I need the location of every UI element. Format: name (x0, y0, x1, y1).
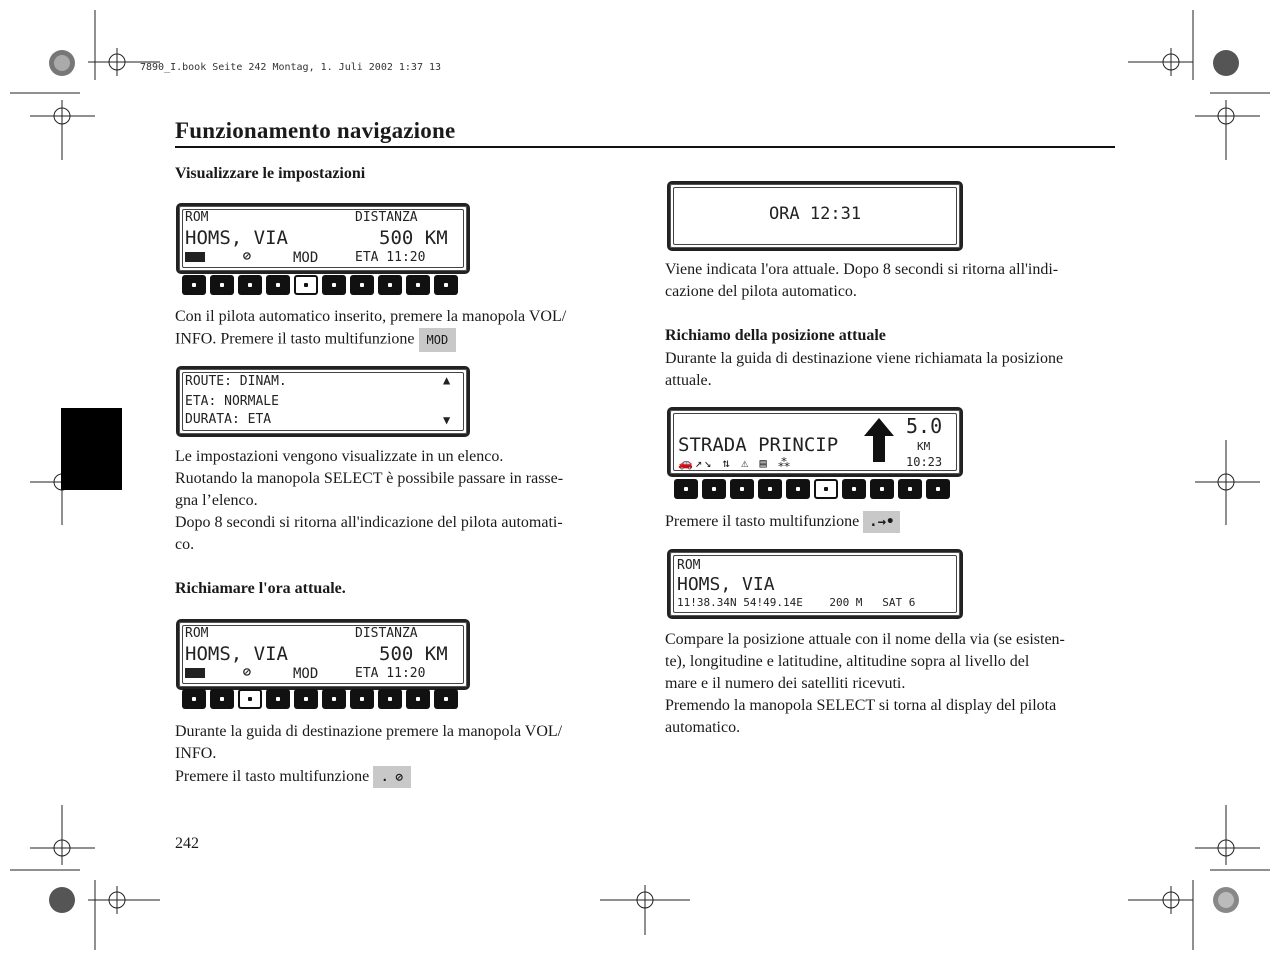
paragraph-with-key (665, 511, 900, 533)
lcd-eta: ETA 11:20 (355, 666, 426, 681)
lcd-mod: MOD (293, 250, 319, 266)
lcd-display-navigation (667, 407, 963, 477)
lcd-line1-left: ROM (185, 626, 209, 641)
paragraph: Con il pilota automatico inserito, premere la manopola VOL/ (175, 308, 567, 325)
clock-text: ORA 12:31 (768, 204, 862, 224)
scroll-down-icon: ▼ (443, 413, 451, 427)
nav-time: 10:23 (906, 455, 943, 469)
section-heading-position: Richiamo della posizione attuale (665, 327, 886, 344)
paragraph: Le impostazioni vengono visualizzate in un elenco. (175, 448, 504, 465)
lcd-line2-right: 500 KM (379, 643, 448, 665)
paragraph: co. (175, 536, 195, 553)
lcd-line3-coordinates: 11!38.34N 54!49.14E 200 M SAT 6 (677, 596, 916, 609)
lcd-display-clock (667, 181, 963, 251)
multifunction-buttons-1 (182, 275, 458, 295)
lcd-display-position (667, 549, 963, 619)
route-icon: ⊘ (243, 665, 251, 680)
paragraph: attuale. (665, 372, 712, 389)
paragraph: INFO. (175, 745, 217, 762)
lcd-line1: ROM (677, 558, 701, 573)
title-rule (175, 146, 1115, 148)
page-number: 242 (175, 835, 199, 852)
page-title: Funzionamento navigazione (175, 118, 456, 143)
lcd-display-autopilot-2 (176, 619, 470, 690)
paragraph: mare e il numero dei satelliti ricevuti. (665, 675, 906, 692)
paragraph: Dopo 8 secondi si ritorna all'indicazione del pilota automati- (175, 514, 563, 531)
paragraph: Durante la guida di destinazione viene richiamata la posizione (665, 350, 1064, 367)
lcd-display-autopilot (176, 203, 470, 274)
paragraph-text: INFO. Premere il tasto multifunzione (175, 330, 415, 348)
mod-key: MOD (419, 328, 457, 352)
street-name: STRADA PRINCIP (678, 434, 839, 456)
paragraph: Compare la posizione attuale con il nome della via (se esisten- (665, 631, 1065, 648)
lcd-badge-icon (185, 668, 205, 678)
section-heading-settings: Visualizzare le impostazioni (175, 165, 366, 182)
lcd-line2-left: HOMS, VIA (185, 227, 288, 249)
paragraph: Viene indicata l'ora attuale. Dopo 8 secondi si ritorna all'indi- (665, 261, 1059, 278)
lcd-line1-right: DISTANZA (355, 626, 418, 641)
lcd-line1-left: ROM (185, 210, 209, 225)
lcd-line1: ROUTE: DINAM. (185, 374, 287, 389)
scroll-up-icon: ▲ (443, 373, 451, 387)
lcd-eta: ETA 11:20 (355, 250, 426, 265)
paragraph-with-key (175, 328, 456, 352)
paragraph-text: Premere il tasto multifunzione (665, 513, 860, 530)
direction-arrow-icon (864, 418, 894, 462)
paragraph-text: Premere il tasto multifunzione (175, 768, 370, 785)
paragraph: te), longitudine e latitudine, altitudine sopra al livello del (665, 653, 1030, 670)
lcd-mod: MOD (293, 666, 319, 682)
paragraph: Ruotando la manopola SELECT è possibile passare in rasse- (175, 470, 564, 487)
multifunction-buttons-3 (674, 479, 950, 499)
clock-key-icon: . ⊘ (373, 766, 411, 788)
paragraph: Premendo la manopola SELECT si torna al display del pilota (665, 697, 1057, 714)
lcd-line2: ETA: NORMALE (185, 394, 279, 409)
route-icon: ⊘ (243, 249, 251, 264)
print-header: 7890_I.book Seite 242 Montag, 1. Juli 2002 1:37 13 (140, 62, 442, 73)
lcd-line3: DURATA: ETA (185, 412, 272, 427)
distance-value: 5.0 (906, 414, 943, 438)
section-heading-time: Richiamare l'ora attuale. (175, 580, 346, 597)
paragraph: automatico. (665, 719, 741, 736)
status-icons: 🚗↗↘ ⇅ ⚠ ▤ ⁂ (678, 456, 792, 470)
distance-unit: KM (917, 440, 931, 453)
paragraph: cazione del pilota automatico. (665, 283, 857, 300)
multifunction-buttons-2 (182, 689, 458, 709)
lcd-line2-right: 500 KM (379, 227, 448, 249)
lcd-line2: HOMS, VIA (677, 574, 775, 595)
chapter-tab (61, 408, 122, 490)
position-key-icon: .→• (863, 511, 900, 533)
lcd-badge-icon (185, 252, 205, 262)
lcd-line2-left: HOMS, VIA (185, 643, 288, 665)
paragraph: gna l’elenco. (175, 492, 258, 509)
lcd-display-settings-list (176, 366, 470, 437)
paragraph-with-key (175, 766, 411, 788)
lcd-line1-right: DISTANZA (355, 210, 418, 225)
paragraph: Durante la guida di destinazione premere la manopola VOL/ (175, 723, 563, 740)
